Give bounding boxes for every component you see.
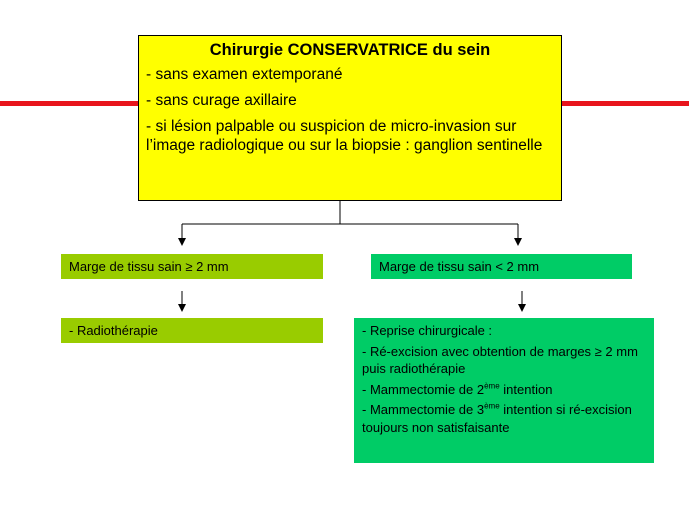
right-action-3-suffix: intention (499, 381, 553, 397)
left-condition-box: Marge de tissu sain ≥ 2 mm (61, 254, 323, 279)
top-box-line-1: - sans examen extemporané (146, 66, 343, 84)
right-action-box (354, 318, 654, 463)
right-action-4 (362, 401, 646, 436)
right-action-4-text: - Mammectomie de 3 (362, 402, 485, 418)
top-box-line-3: - si lésion palpable ou suspicion de micro-invasion sur l’image radiologique ou sur la biopsie : ganglion sentinelle (146, 117, 543, 154)
right-action-3-superscript: ème (484, 381, 500, 391)
right-action-4-suffix: intention si ré-excision toujours non satisfaisante (362, 402, 632, 435)
right-action-3 (362, 381, 646, 399)
right-action-3-text: - Mammectomie de 2 (362, 381, 485, 397)
left-action-box: - Radiothérapie (61, 318, 323, 343)
top-box-title: Chirurgie CONSERVATRICE du sein (209, 41, 491, 59)
right-action-2: - Ré-excision avec obtention de marges ≥ 2 mm puis radiothérapie (362, 343, 638, 377)
top-box-line-2: - sans curage axillaire (146, 92, 297, 110)
right-condition-box: Marge de tissu sain < 2 mm (371, 254, 632, 279)
conservative-surgery-box (138, 35, 562, 201)
right-action-1: - Reprise chirurgicale : (362, 323, 493, 338)
right-action-4-superscript: ème (484, 401, 500, 411)
